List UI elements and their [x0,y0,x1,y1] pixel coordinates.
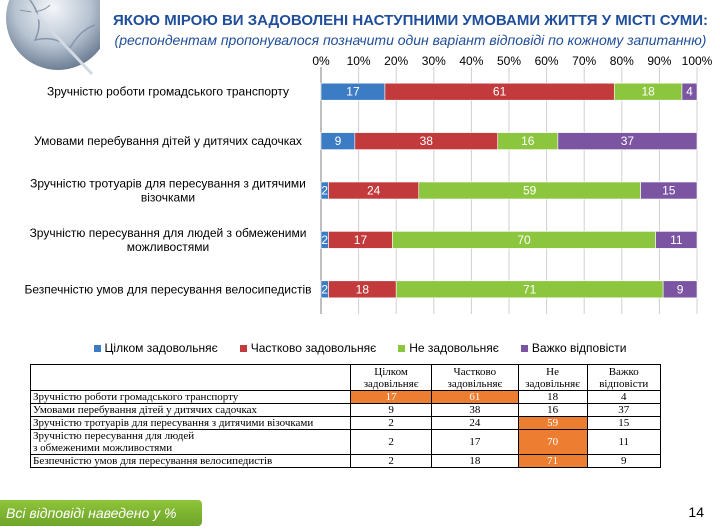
data-label: 2 [321,183,329,198]
data-label: 17 [346,84,360,99]
data-label: 2 [321,282,329,297]
data-table [30,364,661,468]
table-cell: 38 [432,404,518,417]
legend-item-fully [94,341,218,355]
table-row [31,417,661,430]
table-cell: 2 [351,430,432,455]
table-cell: 9 [587,455,660,468]
data-label: 70 [517,232,531,247]
x-tick-label: 70% [572,54,597,68]
table-cell: 37 [587,404,660,417]
category-label: Безпечністю умов для пересування велосипедистів [24,282,312,297]
legend-swatch [94,345,101,352]
table-header-cell: Важко відповісти [587,365,660,391]
data-label: 18 [641,84,655,99]
table-row-label: Умовами перебування дітей у дитячих садочках [31,404,351,417]
data-label: 24 [366,183,381,198]
table-header-cell: Цілком задовільняє [351,365,432,391]
table-header-cell: Не задовільняє [518,365,587,391]
x-tick-label: 20% [384,54,409,68]
data-label: 4 [686,84,693,99]
chart-legend [0,341,720,355]
legend-swatch [398,345,405,352]
page-number: 14 [688,504,704,520]
table-header-cell: Частково задовільняє [432,365,518,391]
category-label: Зручністю тротуарів для пересування з дитячими візочками [30,176,306,205]
legend-swatch [521,345,528,352]
category-label: Зручністю роботи громадського транспорту [46,84,290,99]
legend-item-not [398,341,499,355]
table-row-label: Зручністю тротуарів для пересування з дитячими візочками [31,417,351,430]
data-label: 9 [334,134,342,149]
table-row [31,430,661,455]
data-label: 15 [662,183,676,198]
table-cell: 71 [518,455,587,468]
table-cell: 59 [518,417,587,430]
table-cell: 61 [432,391,518,404]
table-cell: 17 [432,430,518,455]
legend-label: Частково задовольняє [250,341,377,355]
table-cell: 11 [587,430,660,455]
table-cell: 18 [518,391,587,404]
table-row-label: Зручністю пересування для людей з обмеженими можливостями [31,430,351,455]
table-cell: 15 [587,417,660,430]
category-label: Умовами перебування дітей у дитячих садочках [34,134,302,149]
data-label: 38 [419,134,433,149]
footer-note: Всі відповіді наведено у % [0,500,202,526]
data-label: 59 [523,183,537,198]
table-cell: 70 [518,430,587,455]
table-row [31,391,661,404]
legend-label: Не задовольняє [409,341,499,355]
legend-label: Важко відповісти [531,341,627,355]
table-header-row [31,365,661,391]
x-tick-label: 100% [681,54,713,68]
x-tick-label: 90% [647,54,672,68]
data-label: 37 [620,134,635,149]
legend-item-hard [521,341,627,355]
legend-item-partially [240,341,376,355]
x-tick-label: 30% [421,54,446,68]
table-cell: 18 [432,455,518,468]
table-header-cell [31,365,351,391]
data-label: 2 [321,232,329,247]
data-label: 16 [521,134,535,149]
x-tick-label: 10% [346,54,371,68]
data-label: 9 [676,282,684,297]
table-row [31,404,661,417]
data-label: 11 [670,232,683,247]
data-label: 71 [523,282,537,297]
category-label: Зручністю пересування для людей з обмеженими можливостями [29,225,307,254]
table-cell: 2 [351,455,432,468]
page-subtitle: (респондентам пропонувалося позначити один варіант відповіді по кожному запитанню) [114,32,707,48]
data-label: 61 [492,84,507,99]
x-tick-label: 60% [534,54,559,68]
table-cell: 2 [351,417,432,430]
x-tick-label: 50% [496,54,522,68]
table-cell: 24 [432,417,518,430]
table-cell: 16 [518,404,587,417]
data-label: 18 [355,282,370,297]
table-cell: 4 [587,391,660,404]
x-tick-label: 40% [459,54,484,68]
table-row-label: Безпечністю умов для пересування велосипедистів [31,455,351,468]
table-row-label: Зручністю роботи громадського транспорту [31,391,351,404]
table-row [31,455,661,468]
x-tick-label: 80% [609,54,634,68]
page-title: ЯКОЮ МІРОЮ ВИ ЗАДОВОЛЕНІ НАСТУПНИМИ УМОВАМИ ЖИТТЯ У МІСТІ СУМИ: [112,12,709,29]
x-tick-label: 0% [312,54,330,68]
table-cell: 9 [351,404,432,417]
legend-label: Цілком задовольняє [104,341,218,355]
stacked-bar-chart [0,52,720,337]
data-label: 17 [353,232,368,247]
table-cell: 17 [351,391,432,404]
legend-swatch [240,345,247,352]
